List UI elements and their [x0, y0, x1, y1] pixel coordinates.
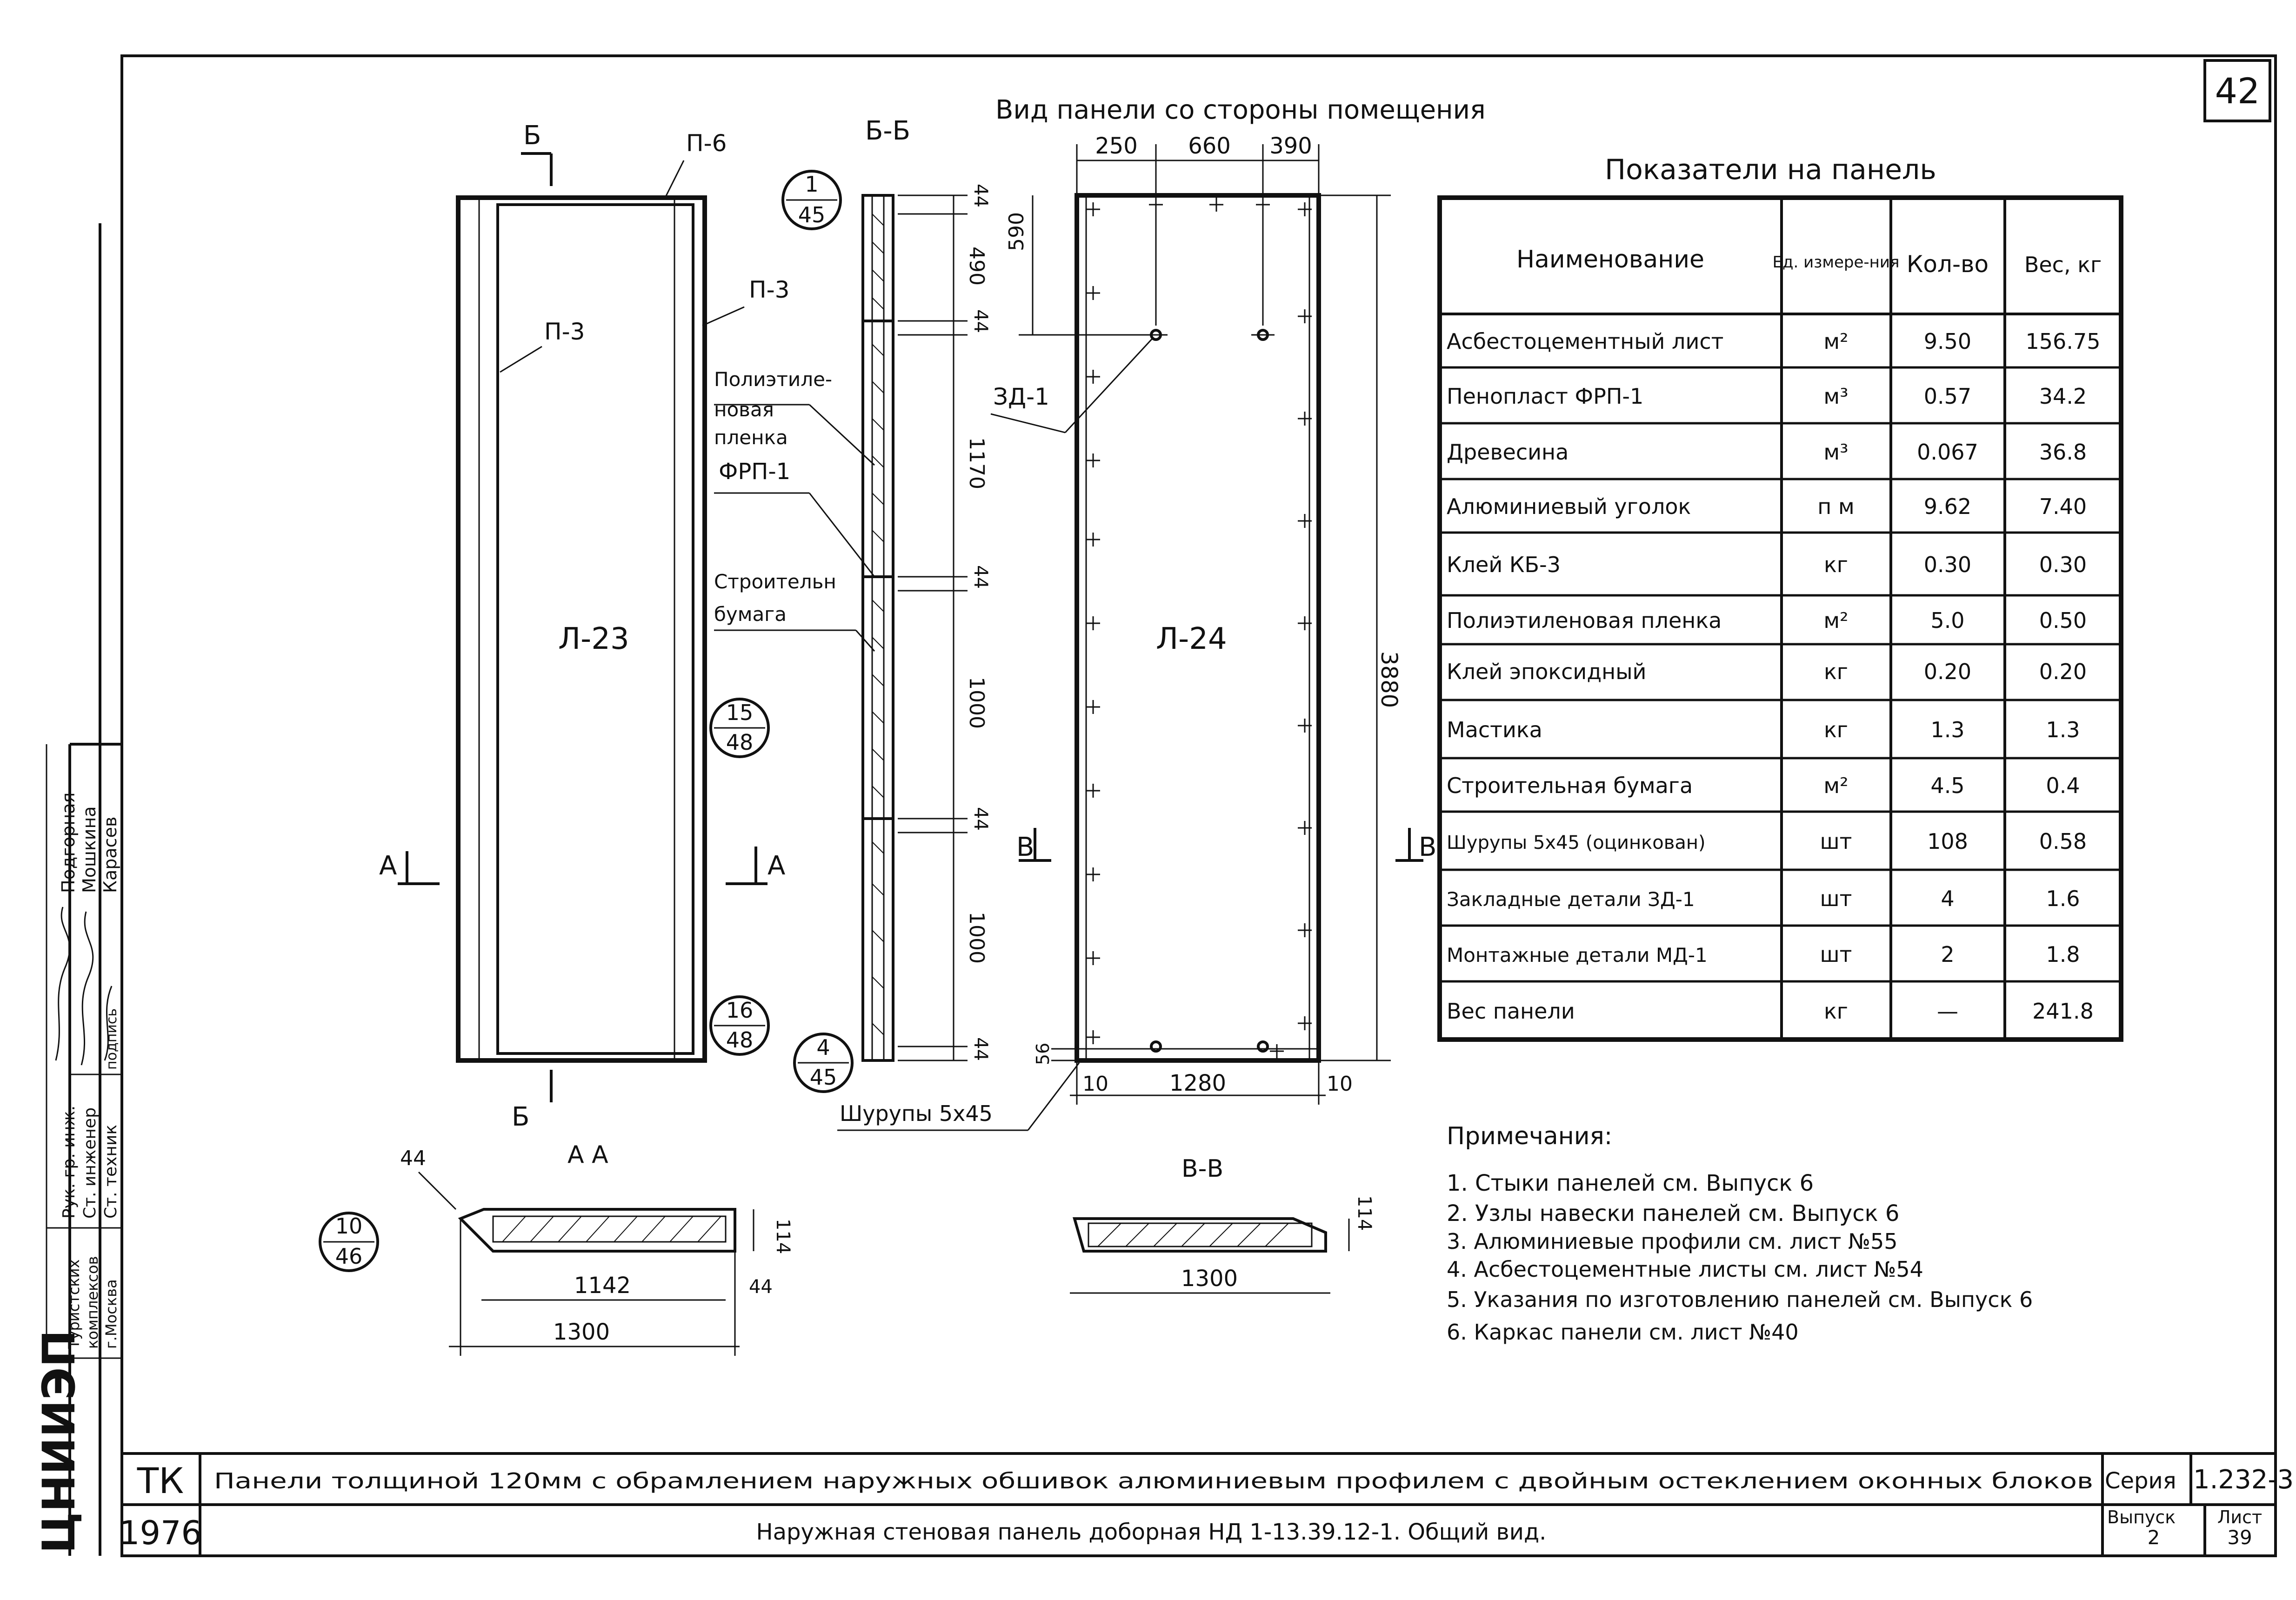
vv-dim-114: 114 [1354, 1195, 1375, 1231]
row-weight: 7.40 [2039, 494, 2087, 519]
row-unit: п м [1817, 494, 1855, 519]
bb-dim-6: 1000 [965, 677, 988, 729]
row-unit: м² [1823, 773, 1849, 798]
dim-10b: 10 [1327, 1072, 1353, 1096]
row-weight: 0.4 [2046, 773, 2080, 798]
row-name: Мастика [1447, 717, 1542, 742]
stamp-name-3: Подгорная [58, 792, 79, 893]
dim-1280: 1280 [1169, 1070, 1227, 1096]
header-qty: Кол-во [1906, 251, 1989, 278]
left-panel-label: Л-23 [558, 622, 629, 656]
callout-15: 15 [726, 700, 754, 725]
section-b-bottom: Б [512, 1102, 530, 1132]
notes-title: Примечания: [1447, 1122, 1613, 1150]
callout-48a: 48 [726, 730, 754, 755]
callout-10: 10 [335, 1213, 363, 1239]
row-unit: шт [1820, 829, 1852, 854]
callout-46: 46 [335, 1244, 363, 1269]
title-year: 1976 [119, 1514, 202, 1552]
row-qty: 9.62 [1923, 494, 1972, 519]
row-unit: шт [1820, 942, 1852, 967]
label-polyethylene-1: Полиэтиле- [714, 368, 833, 391]
row-weight: 0.30 [2039, 552, 2087, 577]
stamp-org-sub-1: г.Москва [102, 1279, 120, 1349]
section-a-right: А [768, 851, 786, 881]
label-frp: ФРП-1 [719, 459, 791, 485]
callout-16: 16 [726, 998, 754, 1023]
section-b-top: Б [523, 120, 541, 151]
side-stamp [33, 223, 122, 1556]
table-title: Показатели на панель [1605, 153, 1936, 186]
label-zd: ЗД-1 [993, 383, 1049, 410]
bb-dim-5: 44 [970, 565, 991, 589]
row-name: Шурупы 5x45 (оцинкован) [1447, 832, 1706, 853]
top-caption: Вид панели со стороны помещения [995, 95, 1486, 125]
row-unit: шт [1820, 886, 1852, 911]
stamp-name-2: Мошкина [79, 806, 100, 893]
section-a-left: А [379, 851, 397, 881]
row-unit: кг [1824, 552, 1848, 577]
callout-45a: 45 [798, 202, 826, 227]
row-qty: 9.50 [1923, 329, 1972, 354]
note-item: 1. Стыки панелей см. Выпуск 6 [1447, 1170, 1814, 1196]
issue-label: Выпуск [2107, 1507, 2176, 1527]
section-aa-title: А А [567, 1141, 608, 1169]
section-vv-title: В-В [1181, 1155, 1224, 1183]
row-name: Пенопласт ФРП-1 [1447, 384, 1644, 409]
aa-dim-1142: 1142 [574, 1273, 631, 1299]
bb-dim-8: 1000 [965, 912, 988, 964]
label-p6: П-6 [686, 130, 727, 157]
row-weight: 0.58 [2039, 829, 2087, 854]
row-weight: 0.20 [2039, 659, 2087, 684]
right-panel-drawing [991, 133, 1436, 1105]
label-p3-inner: П-3 [544, 318, 585, 345]
callout-1: 1 [805, 172, 819, 197]
row-unit: кг [1824, 999, 1848, 1024]
row-qty: 0.30 [1923, 552, 1972, 577]
sheet-value: 39 [2227, 1526, 2252, 1549]
sheet-number: 42 [2215, 70, 2260, 112]
dim-56: 56 [1033, 1042, 1053, 1065]
section-bb-title: Б-Б [865, 116, 911, 146]
aa-dim-114: 114 [772, 1219, 794, 1254]
row-qty: 4.5 [1930, 773, 1965, 798]
callout-48b: 48 [726, 1027, 754, 1053]
bb-dim-1: 44 [970, 184, 991, 207]
stamp-role-1: Ст. техник [101, 1124, 120, 1219]
row-name: Монтажные детали МД-1 [1447, 944, 1708, 967]
row-name: Алюминиевый уголок [1447, 494, 1691, 519]
bb-dim-2: 490 [965, 247, 988, 286]
section-bb-drawing [714, 116, 1079, 1130]
aa-dim-44b: 44 [749, 1276, 773, 1298]
row-unit: м² [1823, 608, 1849, 633]
label-polyethylene-2: новая [714, 398, 774, 421]
row-unit: м³ [1823, 440, 1849, 465]
bb-dim-7: 44 [970, 807, 991, 831]
section-vv-drawing [1070, 1155, 1375, 1293]
stamp-role-3: Рук. гр. инж. [60, 1105, 79, 1219]
header-unit: Ед. измере-ния [1772, 253, 1900, 272]
row-qty: 0.067 [1917, 440, 1978, 465]
dim-3880: 3880 [1376, 651, 1402, 708]
row-qty: 2 [1941, 942, 1955, 967]
title-line2: Наружная стеновая панель доборная НД 1-13.39.12-1. Общий вид. [756, 1519, 1547, 1545]
header-weight: Вес, кг [2024, 252, 2102, 277]
row-qty: 5.0 [1930, 608, 1965, 633]
row-qty: 4 [1941, 886, 1955, 911]
row-qty: 1.3 [1930, 717, 1965, 742]
row-name: Вес панели [1447, 999, 1575, 1024]
series-label: Серия [2105, 1468, 2176, 1494]
dim-390: 390 [1269, 133, 1312, 159]
stamp-name-1: Карасев [100, 816, 120, 893]
row-name: Строительная бумага [1447, 773, 1693, 798]
left-panel-drawing [379, 120, 789, 1132]
right-panel-label: Л-24 [1156, 622, 1227, 656]
bb-dim-3: 44 [970, 309, 991, 333]
dim-10a: 10 [1082, 1072, 1108, 1096]
sheet-frame [122, 56, 2276, 1556]
sheet-label: Лист [2217, 1507, 2263, 1527]
row-unit: м³ [1823, 384, 1849, 409]
row-name: Древесина [1447, 440, 1569, 465]
title-code: ТК [137, 1460, 184, 1501]
indicators-table [1440, 153, 2121, 1040]
aa-dim-44: 44 [400, 1147, 426, 1170]
label-p3-outer: П-3 [749, 276, 790, 303]
row-qty: — [1937, 999, 1958, 1024]
aa-dim-1300: 1300 [553, 1319, 610, 1345]
row-weight: 1.8 [2046, 942, 2080, 967]
row-weight: 1.3 [2046, 717, 2080, 742]
row-name: Клей КБ-3 [1447, 552, 1561, 577]
stamp-org-sub-2: комплексов [84, 1256, 101, 1349]
row-weight: 156.75 [2025, 329, 2101, 354]
bb-dim-9: 44 [970, 1037, 991, 1061]
label-screws: Шурупы 5x45 [840, 1101, 993, 1126]
row-name: Асбестоцементный лист [1447, 329, 1724, 354]
row-qty: 108 [1927, 829, 1968, 854]
row-weight: 36.8 [2039, 440, 2087, 465]
header-name: Наименование [1516, 246, 1705, 273]
note-item: 6. Каркас панели см. лист №40 [1447, 1320, 1799, 1345]
note-item: 2. Узлы навески панелей см. Выпуск 6 [1447, 1200, 1900, 1227]
row-unit: кг [1824, 717, 1848, 742]
section-v-right: В [1419, 832, 1437, 862]
row-unit: кг [1824, 659, 1848, 684]
title-block [119, 1453, 2294, 1556]
notes [1447, 1122, 2033, 1345]
note-item: 3. Алюминиевые профили см. лист №55 [1447, 1229, 1898, 1254]
row-name: Полиэтиленовая пленка [1447, 608, 1722, 633]
series-value: 1.232-3 [2193, 1465, 2294, 1495]
label-paper-2: бумага [714, 603, 787, 626]
section-v-left: В [1016, 832, 1035, 862]
vv-dim-1300: 1300 [1181, 1266, 1238, 1292]
callout-4: 4 [816, 1035, 830, 1060]
row-qty: 0.57 [1923, 384, 1972, 409]
label-polyethylene-3: пленка [714, 426, 788, 449]
row-unit: м² [1823, 329, 1849, 354]
bb-dim-4: 1170 [965, 437, 988, 489]
stamp-role-2: Ст. инженер [80, 1107, 100, 1219]
stamp-org-sub-3: Туристских [65, 1259, 83, 1349]
dim-250: 250 [1095, 133, 1138, 159]
dim-660: 660 [1188, 133, 1231, 159]
section-aa-drawing [320, 1141, 794, 1356]
title-line1: Панели толщиной 120мм с обрамлением наружных обшивок алюминиевым профилем с двойным остеклением оконных блоков [214, 1468, 2093, 1493]
callout-45b: 45 [809, 1065, 837, 1090]
row-name: Клей эпоксидный [1447, 659, 1647, 684]
label-paper-1: Строительн [714, 570, 836, 593]
note-item: 5. Указания по изготовлению панелей см. Выпуск 6 [1447, 1287, 2033, 1312]
row-weight: 34.2 [2039, 384, 2087, 409]
stamp-org: ЦНИИЭП [33, 1330, 85, 1553]
stamp-header: подпись [104, 1008, 120, 1070]
note-item: 4. Асбестоцементные листы см. лист №54 [1447, 1257, 1923, 1282]
row-weight: 0.50 [2039, 608, 2087, 633]
row-qty: 0.20 [1923, 659, 1972, 684]
row-weight: 1.6 [2046, 886, 2080, 911]
row-name: Закладные детали ЗД-1 [1447, 888, 1695, 911]
row-weight: 241.8 [2032, 999, 2094, 1024]
dim-590: 590 [1005, 212, 1028, 251]
issue-value: 2 [2147, 1526, 2160, 1549]
